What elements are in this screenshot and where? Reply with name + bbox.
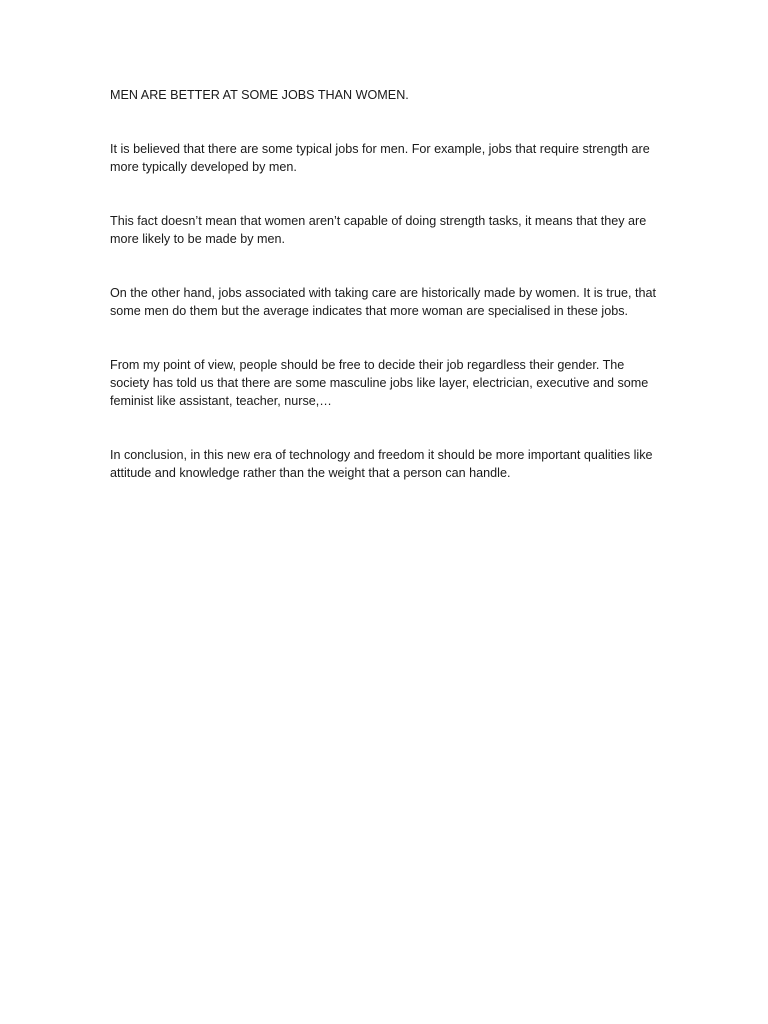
document-body — [110, 86, 662, 482]
paragraph-2: This fact doesn’t mean that women aren’t capable of doing strength tasks, it means that they are more likely to be made by men. — [110, 214, 647, 246]
paragraph-5: In conclusion, in this new era of technology and freedom it should be more important qualities like attitude and knowledge rather than the weight that a person can handle. — [110, 448, 653, 480]
document-title: MEN ARE BETTER AT SOME JOBS THAN WOMEN. — [110, 88, 409, 102]
paragraph-4: From my point of view, people should be free to decide their job regardless their gender. The society has told us that there are some masculine jobs like layer, electrician, executive and some feminist like assistant, teacher, nurse,… — [110, 358, 649, 408]
paragraph-3: On the other hand, jobs associated with taking care are historically made by women. It is true, that some men do them but the average indicates that more woman are specialised in these jobs. — [110, 286, 657, 318]
paragraph-1: It is believed that there are some typical jobs for men. For example, jobs that require strength are more typically developed by men. — [110, 142, 650, 174]
